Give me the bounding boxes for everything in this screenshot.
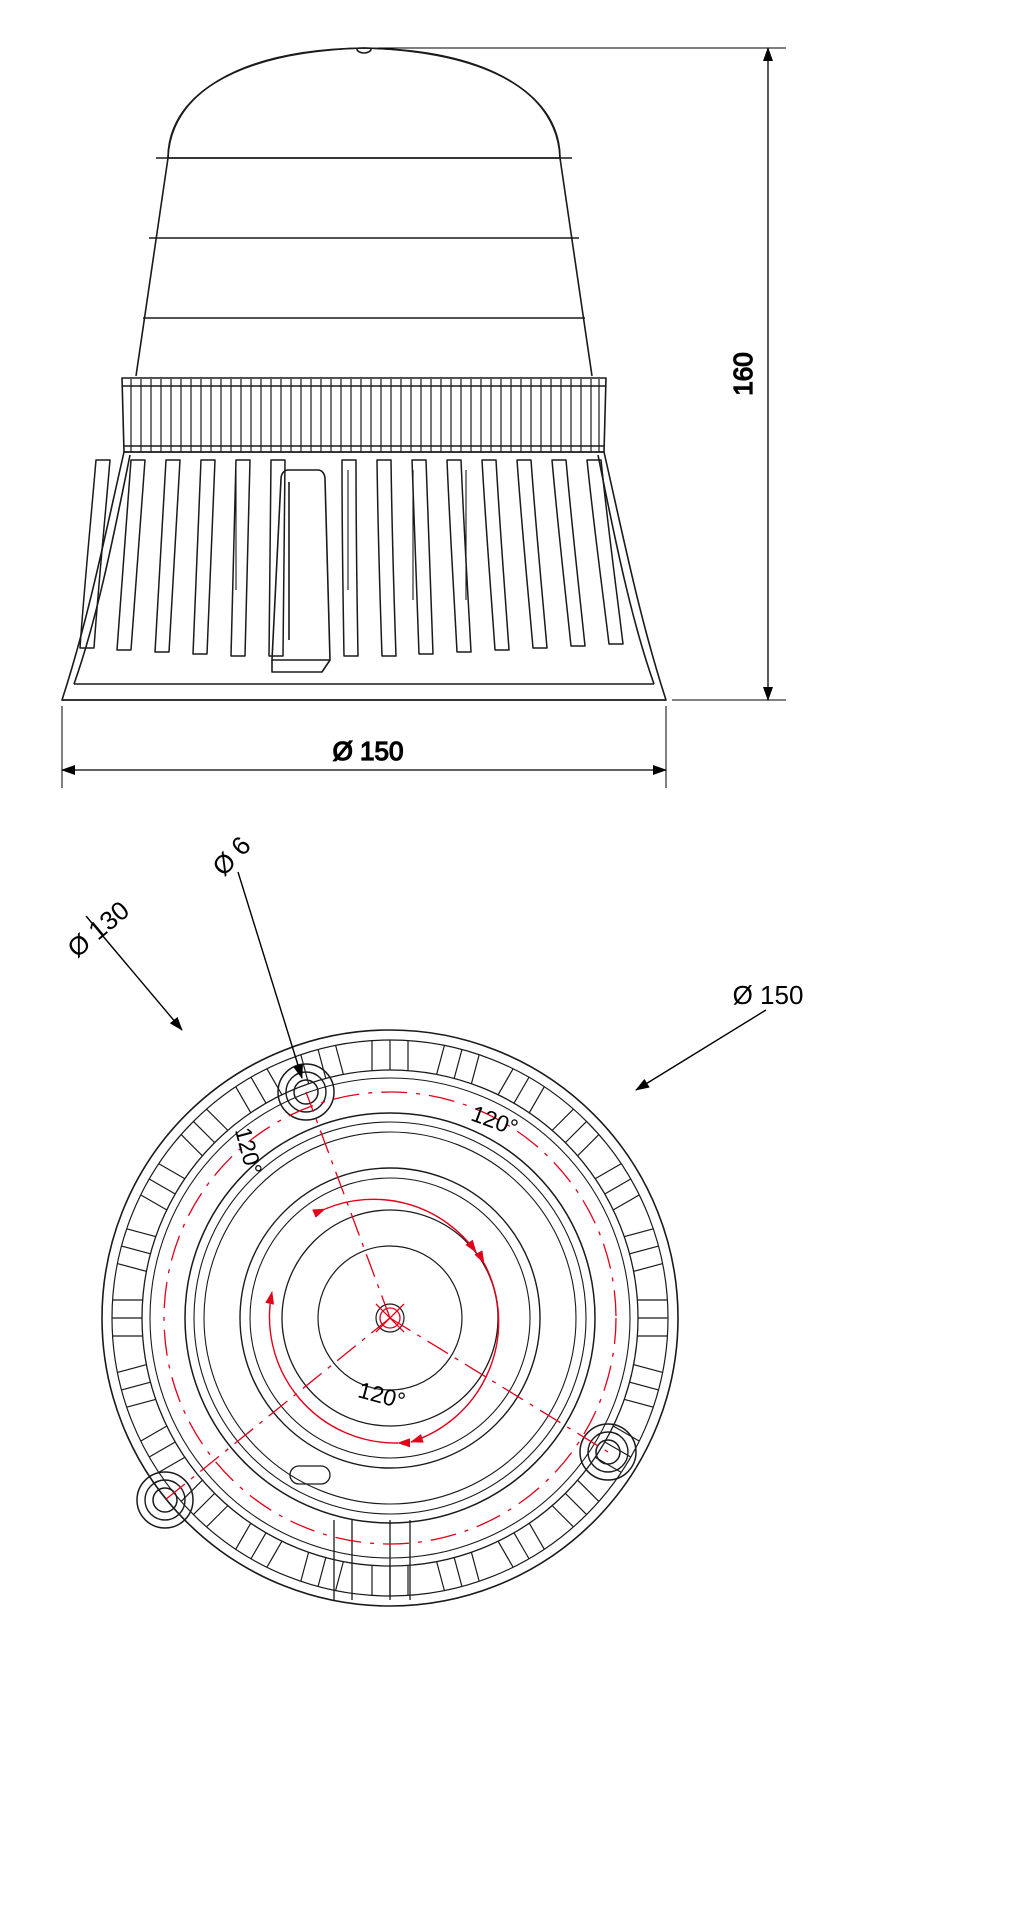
plan-view-labels [61,830,803,1414]
angle-arc-2 [411,1263,499,1442]
plan-view-dimensions [86,872,766,1090]
dim-hole-dia-label: Ø 6 [206,830,257,882]
center-radius-3 [165,1318,390,1500]
angle-arc-3 [269,1292,398,1443]
leader-outer-dia [636,1010,766,1090]
front-elevation-view [62,48,666,700]
lens-right-wall [560,158,592,376]
dim-height-label: 160 [728,352,758,396]
cooling-fins [80,460,623,656]
lens-left-wall [136,158,168,376]
dome-apex-nub [357,49,371,53]
collar-ribs [131,379,599,452]
collar-outline [122,378,606,452]
mounting-hole-left [137,1472,193,1528]
angle-label-2: 120° [230,1124,268,1178]
leader-hole-dia [238,872,302,1078]
angle-label-1: 120° [467,1100,522,1141]
central-boss [272,470,330,660]
plan-oval-feature [290,1466,330,1484]
dim-dia-front-label: Ø 150 [332,736,404,766]
dim-plan-outer-dia-label: Ø 150 [732,980,804,1010]
lens-dome-outline [168,48,560,158]
construction-lines [164,1092,616,1544]
base-body-outline [62,452,666,700]
dim-bolt-circle-label: Ø 130 [61,894,135,964]
central-boss-cap [272,660,330,672]
dome-top-arc [168,48,560,158]
angle-arc-1 [325,1199,476,1252]
base-inner-contour-right [598,455,654,684]
angle-label-3b: 120° [355,1376,409,1415]
